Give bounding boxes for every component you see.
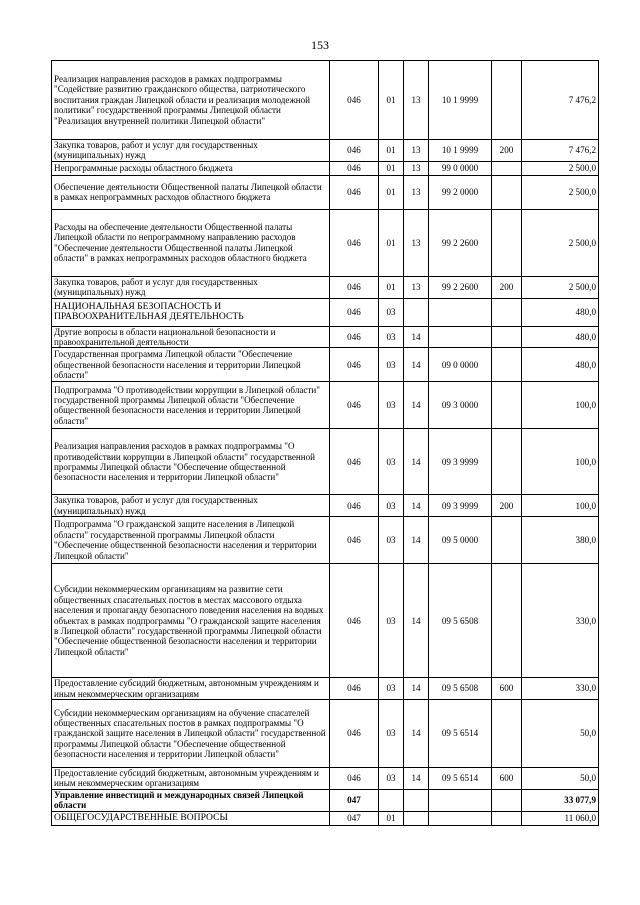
- row-target-article-cell: 09 5 6514: [429, 700, 492, 768]
- row-subsection-cell: 13: [404, 209, 429, 276]
- row-target-article-cell: 09 3 9999: [429, 429, 492, 495]
- row-target-article-cell: 09 5 6508: [429, 564, 492, 678]
- table-row: [52, 161, 599, 175]
- row-section-cell: 03: [379, 700, 404, 768]
- row-ministry-code-cell: 047: [330, 789, 379, 811]
- row-amount-cell: 50,0: [522, 700, 599, 768]
- row-expense-type-cell: [492, 326, 522, 348]
- row-expense-type-cell: [492, 811, 522, 825]
- row-ministry-code-cell: 046: [330, 175, 379, 209]
- row-amount-cell: 480,0: [522, 326, 599, 348]
- row-name-cell: Закупка товаров, работ и услуг для государственных (муниципальных) нужд: [52, 140, 330, 162]
- row-ministry-code-cell: 046: [330, 495, 379, 517]
- table-row: [52, 700, 599, 768]
- row-expense-type-cell: [492, 209, 522, 276]
- table-row: [52, 209, 599, 276]
- row-name-cell: Реализация направления расходов в рамках подпрограммы "Содействие развитию гражданского общества, патриотического воспитания граждан Липецкой области и реализация молодежной политики" государственной программы Липецкой области "Реализация внутренней политики Липецкой области": [52, 61, 330, 140]
- row-ministry-code-cell: 046: [330, 298, 379, 326]
- row-subsection-cell: 14: [404, 768, 429, 790]
- row-expense-type-cell: [492, 175, 522, 209]
- row-expense-type-cell: [492, 348, 522, 382]
- table-row: [52, 298, 599, 326]
- row-ministry-code-cell: 046: [330, 678, 379, 700]
- row-subsection-cell: 13: [404, 276, 429, 298]
- row-subsection-cell: 14: [404, 678, 429, 700]
- row-target-article-cell: 09 5 6514: [429, 768, 492, 790]
- row-section-cell: 01: [379, 175, 404, 209]
- row-section-cell: 03: [379, 348, 404, 382]
- row-name-cell: Реализация направления расходов в рамках подпрограммы "О противодействии коррупции в Липецкой области" государственной программы Липецкой области "Обеспечение общественной безопасности населения и территории Липецкой области": [52, 429, 330, 495]
- table-row: [52, 326, 599, 348]
- row-ministry-code-cell: 046: [330, 276, 379, 298]
- row-name-cell: Подпрограмма "О противодействии коррупции в Липецкой области" государственной программы Липецкой области "Обеспечение общественной безопасности населения и территории Липецкой области": [52, 382, 330, 429]
- row-name-cell: Закупка товаров, работ и услуг для государственных (муниципальных) нужд: [52, 276, 330, 298]
- row-name-cell: Другие вопросы в области национальной безопасности и правоохранительной деятельности: [52, 326, 330, 348]
- row-amount-cell: 2 500,0: [522, 276, 599, 298]
- row-expense-type-cell: [492, 700, 522, 768]
- row-expense-type-cell: 200: [492, 495, 522, 517]
- row-amount-cell: 100,0: [522, 429, 599, 495]
- row-ministry-code-cell: 046: [330, 61, 379, 140]
- row-expense-type-cell: [492, 382, 522, 429]
- row-amount-cell: 2 500,0: [522, 209, 599, 276]
- row-target-article-cell: [429, 811, 492, 825]
- row-target-article-cell: 09 5 0000: [429, 517, 492, 564]
- row-expense-type-cell: 600: [492, 768, 522, 790]
- row-amount-cell: 100,0: [522, 382, 599, 429]
- row-subsection-cell: 14: [404, 326, 429, 348]
- table-row: [52, 140, 599, 162]
- row-amount-cell: 7 476,2: [522, 61, 599, 140]
- row-section-cell: 03: [379, 298, 404, 326]
- row-amount-cell: 330,0: [522, 564, 599, 678]
- row-expense-type-cell: [492, 517, 522, 564]
- row-subsection-cell: [404, 298, 429, 326]
- row-name-cell: Непрограммные расходы областного бюджета: [52, 161, 330, 175]
- row-subsection-cell: 14: [404, 564, 429, 678]
- row-ministry-code-cell: 046: [330, 429, 379, 495]
- row-amount-cell: 50,0: [522, 768, 599, 790]
- row-target-article-cell: 09 3 0000: [429, 382, 492, 429]
- table-row: [52, 517, 599, 564]
- row-target-article-cell: 09 3 9999: [429, 495, 492, 517]
- row-subsection-cell: 13: [404, 175, 429, 209]
- row-expense-type-cell: 200: [492, 140, 522, 162]
- row-name-cell: Закупка товаров, работ и услуг для государственных (муниципальных) нужд: [52, 495, 330, 517]
- row-subsection-cell: 14: [404, 495, 429, 517]
- row-expense-type-cell: [492, 429, 522, 495]
- row-target-article-cell: 10 1 9999: [429, 140, 492, 162]
- budget-table: [51, 60, 599, 826]
- row-expense-type-cell: [492, 298, 522, 326]
- row-expense-type-cell: [492, 161, 522, 175]
- row-section-cell: 03: [379, 326, 404, 348]
- row-name-cell: Субсидии некоммерческим организациям на развитие сети общественных спасательных постов в местах массового отдыха населения и пропаганду безопасного поведения населения на водных объектах в рамках подпрограммы "О гражданской защите населения в Липецкой области" государственной программы Липецкой области "Обеспечение общественной безопасности населения и территории Липецкой области": [52, 564, 330, 678]
- row-ministry-code-cell: 047: [330, 811, 379, 825]
- row-section-cell: 01: [379, 161, 404, 175]
- row-name-cell: Управление инвестиций и международных связей Липецкой области: [52, 789, 330, 811]
- row-subsection-cell: [404, 811, 429, 825]
- row-ministry-code-cell: 046: [330, 140, 379, 162]
- table-row: [52, 175, 599, 209]
- table-row: [52, 61, 599, 140]
- row-subsection-cell: 13: [404, 161, 429, 175]
- row-name-cell: Субсидии некоммерческим организациям на обучение спасателей общественных спасательных постов в рамках подпрограммы "О гражданской защите населения в Липецкой области" государственной программы Липецкой области "Обеспечение общественной безопасности населения и территории Липецкой области": [52, 700, 330, 768]
- row-name-cell: ОБЩЕГОСУДАРСТВЕННЫЕ ВОПРОСЫ: [52, 811, 330, 825]
- row-amount-cell: 7 476,2: [522, 140, 599, 162]
- row-amount-cell: 2 500,0: [522, 161, 599, 175]
- row-amount-cell: 480,0: [522, 298, 599, 326]
- row-amount-cell: 100,0: [522, 495, 599, 517]
- row-section-cell: 01: [379, 140, 404, 162]
- row-section-cell: 03: [379, 495, 404, 517]
- row-section-cell: 03: [379, 678, 404, 700]
- row-target-article-cell: 10 1 9999: [429, 61, 492, 140]
- row-section-cell: 03: [379, 517, 404, 564]
- table-row: [52, 768, 599, 790]
- table-row: [52, 789, 599, 811]
- row-name-cell: Предоставление субсидий бюджетным, автономным учреждениям и иным некоммерческим организациям: [52, 678, 330, 700]
- page-number: 153: [311, 38, 329, 52]
- row-subsection-cell: 13: [404, 61, 429, 140]
- row-subsection-cell: [404, 789, 429, 811]
- row-subsection-cell: 14: [404, 382, 429, 429]
- row-name-cell: Подпрограмма "О гражданской защите населения в Липецкой области" государственной программы Липецкой области "Обеспечение общественной безопасности населения и территории Липецкой области": [52, 517, 330, 564]
- row-expense-type-cell: [492, 564, 522, 678]
- row-ministry-code-cell: 046: [330, 161, 379, 175]
- table-row: [52, 495, 599, 517]
- row-amount-cell: 480,0: [522, 348, 599, 382]
- row-ministry-code-cell: 046: [330, 382, 379, 429]
- row-name-cell: Государственная программа Липецкой области "Обеспечение общественной безопасности населения и территории Липецкой области": [52, 348, 330, 382]
- row-subsection-cell: 14: [404, 348, 429, 382]
- table-row: [52, 348, 599, 382]
- row-ministry-code-cell: 046: [330, 209, 379, 276]
- row-name-cell: Обеспечение деятельности Общественной палаты Липецкой области в рамках непрограммных расходов областного бюджета: [52, 175, 330, 209]
- row-amount-cell: 33 077,9: [522, 789, 599, 811]
- row-amount-cell: 330,0: [522, 678, 599, 700]
- table-row: [52, 678, 599, 700]
- row-ministry-code-cell: 046: [330, 326, 379, 348]
- row-section-cell: 01: [379, 209, 404, 276]
- row-expense-type-cell: 200: [492, 276, 522, 298]
- row-section-cell: [379, 789, 404, 811]
- row-amount-cell: 11 060,0: [522, 811, 599, 825]
- row-target-article-cell: 99 2 2600: [429, 209, 492, 276]
- row-name-cell: Предоставление субсидий бюджетным, автономным учреждениям и иным некоммерческим организациям: [52, 768, 330, 790]
- row-target-article-cell: 99 0 0000: [429, 161, 492, 175]
- table-row: [52, 382, 599, 429]
- row-target-article-cell: [429, 326, 492, 348]
- row-expense-type-cell: [492, 789, 522, 811]
- row-subsection-cell: 14: [404, 429, 429, 495]
- row-expense-type-cell: [492, 61, 522, 140]
- table-row: [52, 811, 599, 825]
- row-target-article-cell: 99 2 0000: [429, 175, 492, 209]
- row-subsection-cell: 13: [404, 140, 429, 162]
- row-section-cell: 01: [379, 276, 404, 298]
- row-ministry-code-cell: 046: [330, 700, 379, 768]
- table-row: [52, 564, 599, 678]
- row-section-cell: 03: [379, 429, 404, 495]
- row-target-article-cell: 99 2 2600: [429, 276, 492, 298]
- budget-table-body: [52, 61, 599, 826]
- row-target-article-cell: 09 5 6508: [429, 678, 492, 700]
- row-section-cell: 03: [379, 768, 404, 790]
- row-subsection-cell: 14: [404, 700, 429, 768]
- table-row: [52, 276, 599, 298]
- row-ministry-code-cell: 046: [330, 768, 379, 790]
- row-name-cell: НАЦИОНАЛЬНАЯ БЕЗОПАСНОСТЬ И ПРАВООХРАНИТЕЛЬНАЯ ДЕЯТЕЛЬНОСТЬ: [52, 298, 330, 326]
- row-target-article-cell: 09 0 0000: [429, 348, 492, 382]
- row-amount-cell: 2 500,0: [522, 175, 599, 209]
- table-row: [52, 429, 599, 495]
- row-subsection-cell: 14: [404, 517, 429, 564]
- row-expense-type-cell: 600: [492, 678, 522, 700]
- row-ministry-code-cell: 046: [330, 564, 379, 678]
- row-ministry-code-cell: 046: [330, 517, 379, 564]
- row-section-cell: 01: [379, 811, 404, 825]
- row-ministry-code-cell: 046: [330, 348, 379, 382]
- row-name-cell: Расходы на обеспечение деятельности Общественной палаты Липецкой области по непрограммному направлению расходов "Обеспечение деятельности Общественной палаты Липецкой области" в рамках непрограммных расходов областного бюджета: [52, 209, 330, 276]
- row-section-cell: 03: [379, 382, 404, 429]
- row-target-article-cell: [429, 789, 492, 811]
- row-target-article-cell: [429, 298, 492, 326]
- row-section-cell: 03: [379, 564, 404, 678]
- row-section-cell: 01: [379, 61, 404, 140]
- row-amount-cell: 380,0: [522, 517, 599, 564]
